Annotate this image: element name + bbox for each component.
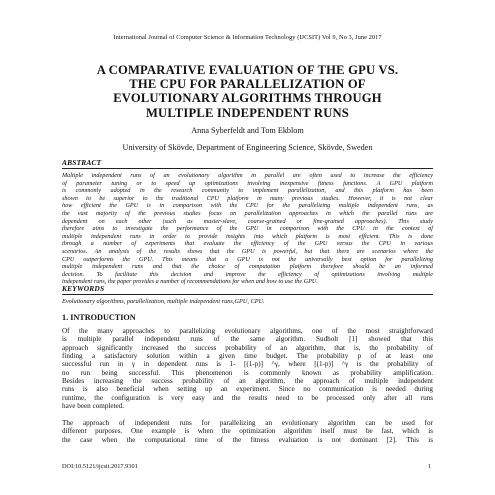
abstract-line: dependent on each other (such as master-slave, coarse-grained or fine-grained approaches). This study — [62, 217, 433, 225]
keywords-top-rule — [62, 294, 433, 295]
body-line: runtime, the configuration is very easy and the results need to be processed only after all runs — [62, 393, 433, 402]
title-line: EVOLUTIONARY ALGORITHMS THROUGH — [113, 91, 382, 106]
body-line: runs is also beneficial when setting up an experiment. Since no communication is needed during — [62, 385, 433, 394]
running-head: International Journal of Computer Science & Information Technology (IJCSIT) Vol 9, No 3, June 2017 — [113, 34, 382, 41]
page-number: 1 — [428, 463, 432, 470]
paper-title — [60, 63, 435, 120]
abstract-heading: ABSTRACT — [62, 158, 102, 167]
abstract-line: of parameter tuning or to speed up optimizations involving inexpensive fitness functions. A GPU platform — [62, 179, 433, 187]
abstract-line: multiple independent runs and that the choice of computation platform therefore should be an informed — [62, 263, 433, 271]
body-line: Of the many approaches to parallelizing evolutionary algorithms, one of the most straightforward — [62, 327, 433, 335]
title-line: MULTIPLE INDEPENDENT RUNS — [145, 105, 350, 120]
keywords-text: Evolutionary algorithms, parallelization, multiple independent runs,GPU, CPU. — [62, 298, 265, 305]
abstract-line: multiple independent runs in order to provide insights into which platform is most efficient. This is done — [62, 232, 433, 240]
keywords-heading: KEYWORDS — [62, 284, 105, 293]
doi-footer: DOI:10.5121/ijcsit.2017.9301 — [62, 463, 138, 470]
body-line: have been completed. — [62, 402, 125, 411]
body-line: approach significantly increased the success probability of an algorithm, that is, the probability of — [62, 343, 433, 352]
body-line: no run being successful. This phenomenon is commonly known as probability amplification. — [62, 368, 433, 377]
authors: Anna Syberfeldt and Tom Ekblom — [191, 126, 304, 135]
abstract-line: CPU outperforms the GPU. This means that a GPU is not the universally best option for parallelizing — [62, 255, 433, 263]
abstract-line: Multiple independent runs of an evolutionary algorithm in parallel are often used to increase the efficiency — [62, 172, 433, 179]
body-line: finding a satisfactory solution within a given time budget. The probability p of at least one — [62, 352, 433, 361]
abstract-line: scenarios. An analysis of the results shows that the GPU is powerful, but that there are scenarios where the — [62, 247, 433, 255]
body-line: The approach of independent runs for parallelizing an evolutionary algorithm can be used for — [62, 419, 433, 427]
abstract-line: is commonly adopted in the research community to implement parallelization, and this platform has been — [62, 187, 433, 195]
abstract-line: independent runs, the paper provides a number of recommendations for when and how to use the GPU. — [62, 278, 318, 286]
affiliation: University of Skövde, Department of Engineering Science, Skövde, Sweden — [122, 143, 373, 152]
title-line: A COMPARATIVE EVALUATION OF THE GPU VS. — [96, 63, 399, 77]
abstract-line: the vast majority of the previous studies focus on parallelization approaches in which the parallel runs are — [62, 209, 433, 217]
introduction-heading: 1. INTRODUCTION — [62, 313, 136, 322]
introduction-paragraph-2 — [62, 419, 433, 444]
body-line: Besides increasing the success probability of an algorithm, the approach of multiple independent — [62, 377, 433, 386]
abstract-line: decision. To facilitate this decision and improve the efficiency of optimizations involving multiple — [62, 270, 433, 278]
abstract-body — [62, 172, 433, 286]
introduction-paragraph-1 — [62, 327, 433, 410]
abstract-line: how efficient the GPU is in comparison with the CPU for the parallelizing multiple independent runs, as — [62, 202, 433, 210]
abstract-line: through a number of experiments that evaluate the efficiency of the GPU versus the CPU in various — [62, 240, 433, 248]
body-line: the case when the computational time of the fitness evaluation is not dominant [2]. This is — [62, 435, 433, 444]
abstract-top-rule — [62, 168, 433, 169]
body-line: different purposes. One example is when the optimization algorithm itself must be fast, which is — [62, 427, 433, 436]
abstract-line: therefore aims to investigate the performance of the GPU in comparison with the CPU in the context of — [62, 225, 433, 233]
title-line: THE CPU FOR PARALLELIZATION OF — [129, 77, 366, 92]
abstract-line: shown to be superior to the traditional CPU platform in many previous studies. However, it is not clear — [62, 194, 433, 202]
body-line: is multiple parallel independent runs of the same algorithm. Sudholt [1] showed that this — [62, 335, 433, 344]
body-line: successful run in γ in dependent runs is 1- [(1-p)] ^γ, where [(1-p)] ^γ is the probability of — [62, 360, 433, 369]
